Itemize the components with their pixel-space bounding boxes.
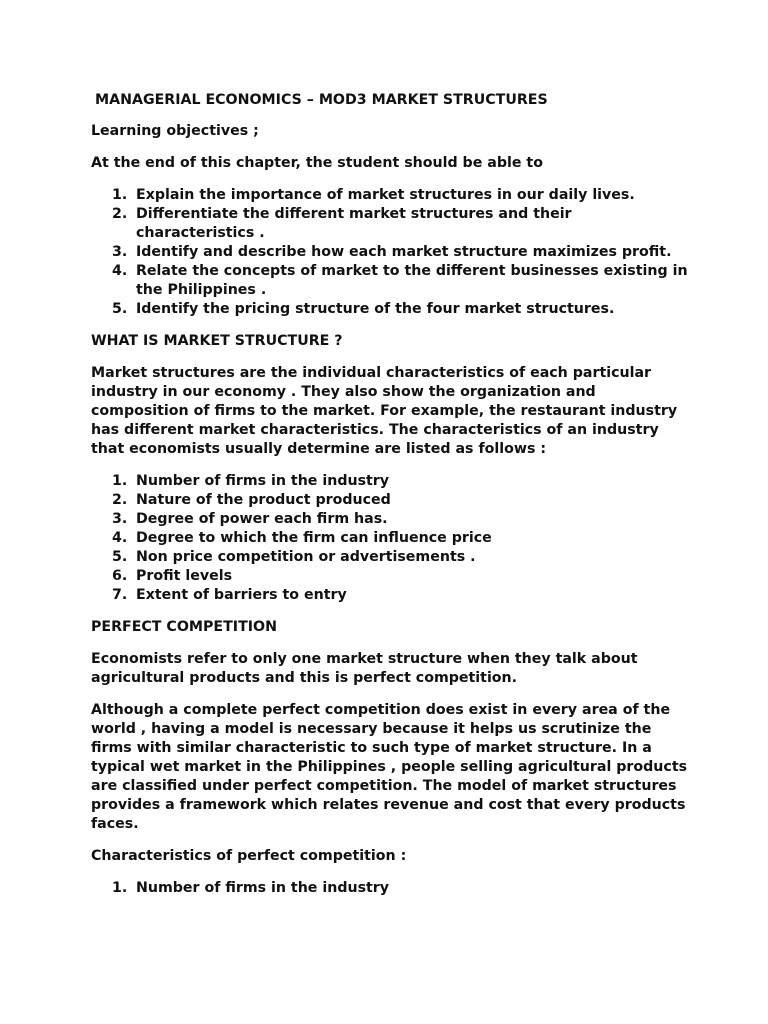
characteristics-list [91, 472, 691, 605]
list-item: 5. Identify the pricing structure of the four market structures. [112, 301, 615, 317]
list-item-text: Profit levels [136, 568, 233, 584]
list-item-text: Non price competition or advertisements . [136, 549, 476, 565]
list-item-text: Identify and describe how each market structure maximizes profit. [136, 244, 672, 260]
list-item: 7. Extent of barriers to entry [112, 587, 347, 603]
list-item: 1. Number of firms in the industry [112, 473, 390, 489]
list-item: 3. Identify and describe how each market structure maximizes profit. [112, 244, 672, 260]
section-heading-perfect-competition: PERFECT COMPETITION [91, 619, 277, 635]
list-item-text: Differentiate the different market structures and their characteristics . [136, 206, 572, 241]
pc-characteristics-heading: Characteristics of perfect competition : [91, 848, 407, 864]
document-page [91, 91, 691, 911]
perfect-competition-paragraph-2: Although a complete perfect competition does exist in every area of the world , having a model is necessary because it helps us scrutinize the firms with similar characteristic to such type of market structure. In a typical wet market in the Philippines , people selling agricultural products are classified under perfect competition. The model of market structures provides a framework which relates revenue and cost that every products faces. [91, 702, 688, 832]
list-item: 1. Number of firms in the industry [112, 880, 390, 896]
list-item: 6. Profit levels [112, 568, 233, 584]
list-item-text: Extent of barriers to entry [136, 587, 347, 603]
learning-objectives-heading: Learning objectives ; [91, 123, 259, 139]
list-item-text: Degree to which the firm can influence price [136, 530, 492, 546]
list-item-text: Identify the pricing structure of the four market structures. [136, 301, 615, 317]
list-item: 3. Degree of power each firm has. [112, 511, 388, 527]
list-item: 4. Relate the concepts of market to the different businesses existing in the Philippines . [112, 263, 688, 298]
list-item-text: Degree of power each firm has. [136, 511, 388, 527]
list-item-text: Nature of the product produced [136, 492, 391, 508]
list-item: 5. Non price competition or advertisements . [112, 549, 476, 565]
perfect-competition-paragraph-1: Economists refer to only one market structure when they talk about agricultural products and this is perfect competition. [91, 651, 638, 686]
section-heading-market-structure: WHAT IS MARKET STRUCTURE ? [91, 333, 343, 349]
list-item: 1. Explain the importance of market structures in our daily lives. [112, 187, 635, 203]
objectives-list [91, 186, 691, 319]
document-title: MANAGERIAL ECONOMICS – MOD3 MARKET STRUCTURES [95, 92, 548, 108]
list-item: 2. Differentiate the different market structures and their characteristics . [112, 206, 572, 241]
list-item: 4. Degree to which the firm can influence price [112, 530, 492, 546]
list-item: 2. Nature of the product produced [112, 492, 391, 508]
market-structure-body: Market structures are the individual characteristics of each particular industry in our economy . They also show the organization and composition of firms to the market. For example, the restaurant industry has different market characteristics. The characteristics of an industry that economists usually determine are listed as follows : [91, 365, 678, 457]
list-item-text: Number of firms in the industry [136, 880, 390, 896]
list-item-text: Explain the importance of market structures in our daily lives. [136, 187, 635, 203]
intro-text: At the end of this chapter, the student should be able to [91, 155, 543, 171]
list-item-text: Number of firms in the industry [136, 473, 390, 489]
pc-characteristics-list [91, 879, 691, 898]
list-item-text: Relate the concepts of market to the different businesses existing in the Philippines . [136, 263, 688, 298]
